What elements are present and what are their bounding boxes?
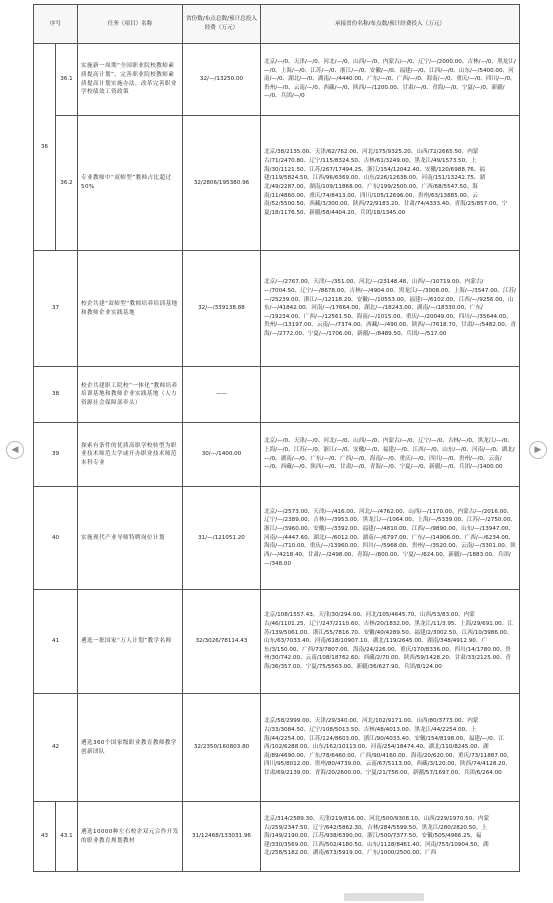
table-row (34, 423, 520, 487)
row-detail: 北京/—/0、天津/—/0、河北/—/0、山西/—/0、内蒙古/—/0、辽宁/—/2000.00、吉林/—/0、黑龙江/—/0、上海/—/0、江苏/—/0、浙江/—/0、安徽/—/0、福建/—/0、江西/—/0、山东/—/5400.00、河南/—/0、湖北/—/0、湖南/—/4440.00、广东/—/0、广西/—/0、海南/—/0、重庆/—/0、四川/—/0、贵州/—/0、云南/—/0、西藏/—/0、陕西/—/1200.00、甘肃/—/0、青海/—/0、宁夏/—/0、新疆/—/0、兵团/—/0 (261, 44, 520, 116)
row-idx: 36 (34, 44, 56, 251)
row-idx: 42 (34, 694, 78, 802)
chevron-right-icon: ▶ (534, 445, 542, 455)
row-detail: 北京/—/2767.00、天津/—/351.00、河北/—/23148.48、山西/—/10719.00、内蒙古/—/7004.50、辽宁/—/8678.00、吉林/—/4904.00、黑龙江/—/3008.00、上海/—/3547.00、江苏/—/25239.00、浙江/—/12118.20、安徽/—/10553.00、福建/—/6102.00、江西/—/9256.00、山东/—/41842.00、河南/—/17664.00、湖北/—/18243.00、湖南/—/18330.00、广东/—/19234.00、广西/—/12561.50、海南/—/1015.00、重庆/—/20049.00、四川/—/35644.00、贵州/—/13197.00、云南/—/7374.00、西藏/—/490.00、陕西/—/7618.70、甘肃/—/5482.00、青海/—/2772.00、宁夏/—/1706.00、新疆/—/8489.50、兵团/—/517.00 (261, 251, 520, 367)
header-detail: 承接省份名称/布点数/预计经费投入（万元） (261, 5, 520, 44)
row-idx: 40 (34, 487, 78, 590)
row-budget: 32/—/13250.00 (183, 44, 261, 116)
row-idx: 37 (34, 251, 78, 367)
row-budget: 32/2350/160803.80 (183, 694, 261, 802)
table-row (34, 44, 520, 116)
row-detail: 北京/—/0、天津/—/0、河北/—/0、山西/—/0、内蒙古/—/0、辽宁/—/0、吉林/—/0、黑龙江/—/0、上海/—/0、江苏/—/0、浙江/—/0、安徽/—/0、福建/—/0、江西/—/0、山东/—/0、河南/—/0、湖北/—/0、湖南/—/0、广东/—/0、广西/—/0、海南/—/0、重庆/—/0、四川/—/0、贵州/—/0、云南/—/0、西藏/—/0、陕西/—/0、甘肃/—/0、青海/—/0、宁夏/—/0、新疆/—/0、兵团/—/1400.00 (261, 423, 520, 487)
row-name: 遴选一批国家“万人计划”教学名师 (78, 590, 183, 694)
row-idx: 43 (34, 802, 56, 872)
row-detail: 北京/314/2589.30、天津/219/816.00、河北/500/9308.10、山西/229/1970.50、内蒙古/259/2347.50、辽宁/642/5862.30、吉林/284/5599.50、黑龙江/280/2820.50、上海/149/2190.00、江苏/938/6390.00、浙江/500/7377.50、安徽/505/4966.25、福建/330/3569.00、江西/502/4180.50、山东/1128/8461.40、河南/753/10904.50、湖北/258/5182.00、湖南/673/5919.00、广东/1000/2500.00、广西 (261, 802, 520, 872)
row-detail: 北京/38/2135.00、天津/62/762.00、河北/175/9325.20、山西/72/2665.50、内蒙古/71/2470.80、辽宁/115/8324.50、吉林/61/3249.00、黑龙江/49/1573.50、上海/30/1121.50、江苏/267/17494.25、浙江/154/12042.40、安徽/120/6988.76、福建/119/5824.50、江西/96/6369.00、山东/226/12638.00、河南/151/13242.75、湖北/49/2287.00、湖南/109/11868.00、广东/199/2500.00、广西/68/5547.50、海南/11/4860.00、重庆/74/8413.00、四川/105/12696.00、贵州/63/13885.00、云南/52/5500.50、西藏/3/300.00、陕西/72/9183.20、甘肃/74/4333.40、青海/25/857.00、宁夏/18/1176.50、新疆/58/4404.20、兵团/18/1345.00 (261, 116, 520, 251)
row-budget: 32/—/339138.88 (183, 251, 261, 367)
row-budget: 31/—/121051.20 (183, 487, 261, 590)
row-budget: —— (183, 367, 261, 423)
row-budget: 30/—/1400.00 (183, 423, 261, 487)
next-page-button[interactable] (529, 441, 547, 459)
row-idx: 38 (34, 367, 78, 423)
page-scrollbar[interactable] (344, 893, 424, 901)
row-detail: 北京/108/1557.43、天津/30/294.00、河北/105/4645.70、山西/53/83.00、内蒙古/46/1101.25、辽宁/247/2110.60、吉林/20/1832.00、黑龙江/11/3.95、上海/29/691.00、江苏/139/5061.00、浙江/55/7816.70、安徽/40/4289.50、福建/2/3002.50、江西/10/3986.00、山东/63/7033.40、河南/618/10907.10、湖北/119/2645.00、湖南/348/4912.90、广东/3/150.00、广西/73/7807.00、海南/24/226.00、重庆/170/8336.00、四川/14/1780.00、贵州/30/742.00、云南/108/18762.60、西藏/2/70.00、陕西/59/1428.20、甘肃/33/2125.00、青海/36/357.00、宁夏/75/5563.00、新疆/36/627.90、兵团/8/124.00 (261, 590, 520, 694)
row-idx: 39 (34, 423, 78, 487)
task-table (33, 4, 520, 872)
row-sub: 36.1 (56, 44, 78, 116)
table-row (34, 487, 520, 590)
row-detail: 北京/—/2573.00、天津/—/416.00、河北/—/4762.00、山西/—/1170.00、内蒙古/—/2016.00、辽宁/—/2389.00、吉林/—/3953.00、黑龙江/—/1064.00、上海/—/5339.00、江苏/—/2750.00、浙江/—/3960.00、安徽/—/3392.00、福建/—/4810.00、江西/—/9890.00、山东/—/13947.00、河南/—/4447.60、湖北/—/6012.00、湖南/—/6797.00、广东/—/14906.00、广西/—/6234.00、海南/—/710.00、重庆/—/13960.00、四川/—/5968.00、贵州/—/3520.00、云南/—/3301.00、陕西/—/4218.40、甘肃/—/2498.00、青海/—/800.00、宁夏/—/624.00、新疆/—/1883.00、兵团/—/348.00 (261, 487, 520, 590)
table-header-row (34, 5, 520, 44)
row-budget: 32/3026/78114.43 (183, 590, 261, 694)
row-name: 校企共建职工院校“一体化”教师培养培训基地和教师企业实践基地（人力资源社会保障部牵头） (78, 367, 183, 423)
row-budget: 32/2806/195380.96 (183, 116, 261, 251)
row-name: 探索有条件的优质高职学校转型为职业技术师范大学或开办职业技术师范本科专业 (78, 423, 183, 487)
row-name: 遴选360个国家级职业教育教师教学创新团队 (78, 694, 183, 802)
row-name: 专业教师中“双师型”教师占比超过50% (78, 116, 183, 251)
header-idx: 序号 (34, 5, 78, 44)
table-row (34, 367, 520, 423)
table-row (34, 251, 520, 367)
row-name: 校企共建“双师型”教师培养培训基地和教师企业实践基地 (78, 251, 183, 367)
header-budget: 省份数/布点总数/预计总投入经费（万元） (183, 5, 261, 44)
table-row (34, 694, 520, 802)
row-sub: 43.1 (56, 802, 78, 872)
prev-page-button[interactable] (6, 441, 24, 459)
row-budget: 31/12468/133031.96 (183, 802, 261, 872)
row-idx: 41 (34, 590, 78, 694)
chevron-left-icon: ◀ (11, 445, 19, 455)
table-row (34, 590, 520, 694)
row-detail (261, 367, 520, 423)
row-sub: 36.2 (56, 116, 78, 251)
row-name: 实施现代产业导师特聘岗位计划 (78, 487, 183, 590)
header-name: 任务（项目）名称 (78, 5, 183, 44)
table-row (34, 116, 520, 251)
row-name: 遴选10000种左右校企双元合作开发的职业教育规划教材 (78, 802, 183, 872)
row-detail: 北京/58/2999.00、天津/29/340.00、河北/102/9171.00、山西/80/3773.00、内蒙古/33/3084.50、辽宁/108/5013.50、吉林/48/4013.00、黑龙江/44/2254.00、上海/44/2254.00、江苏/124/8603.00、浙江/90/4033.40、安徽/154/8198.00、福建/—/0、江西/102/6288.00、山东/162/10113.00、河南/254/18474.40、湖北/110/8245.00、湖南/89/4690.00、广东/78/6460.00、广西/90/4160.00、海南/20/620.00、重庆/73/11887.00、四川/95/8012.00、贵州/80/4739.00、云南/67/5113.00、西藏/3/120.00、陕西/74/4128.20、甘肃/69/2139.00、青海/20/2600.00、宁夏/21/756.00、新疆/57/1697.00、兵团/6/264.00 (261, 694, 520, 802)
row-name: 实施新一周期“全国职业院校教师素质提高计划”，完善职业院校教师素质提高计划实施办法，改革完善职业学校绩效工资政策 (78, 44, 183, 116)
table-row (34, 802, 520, 872)
